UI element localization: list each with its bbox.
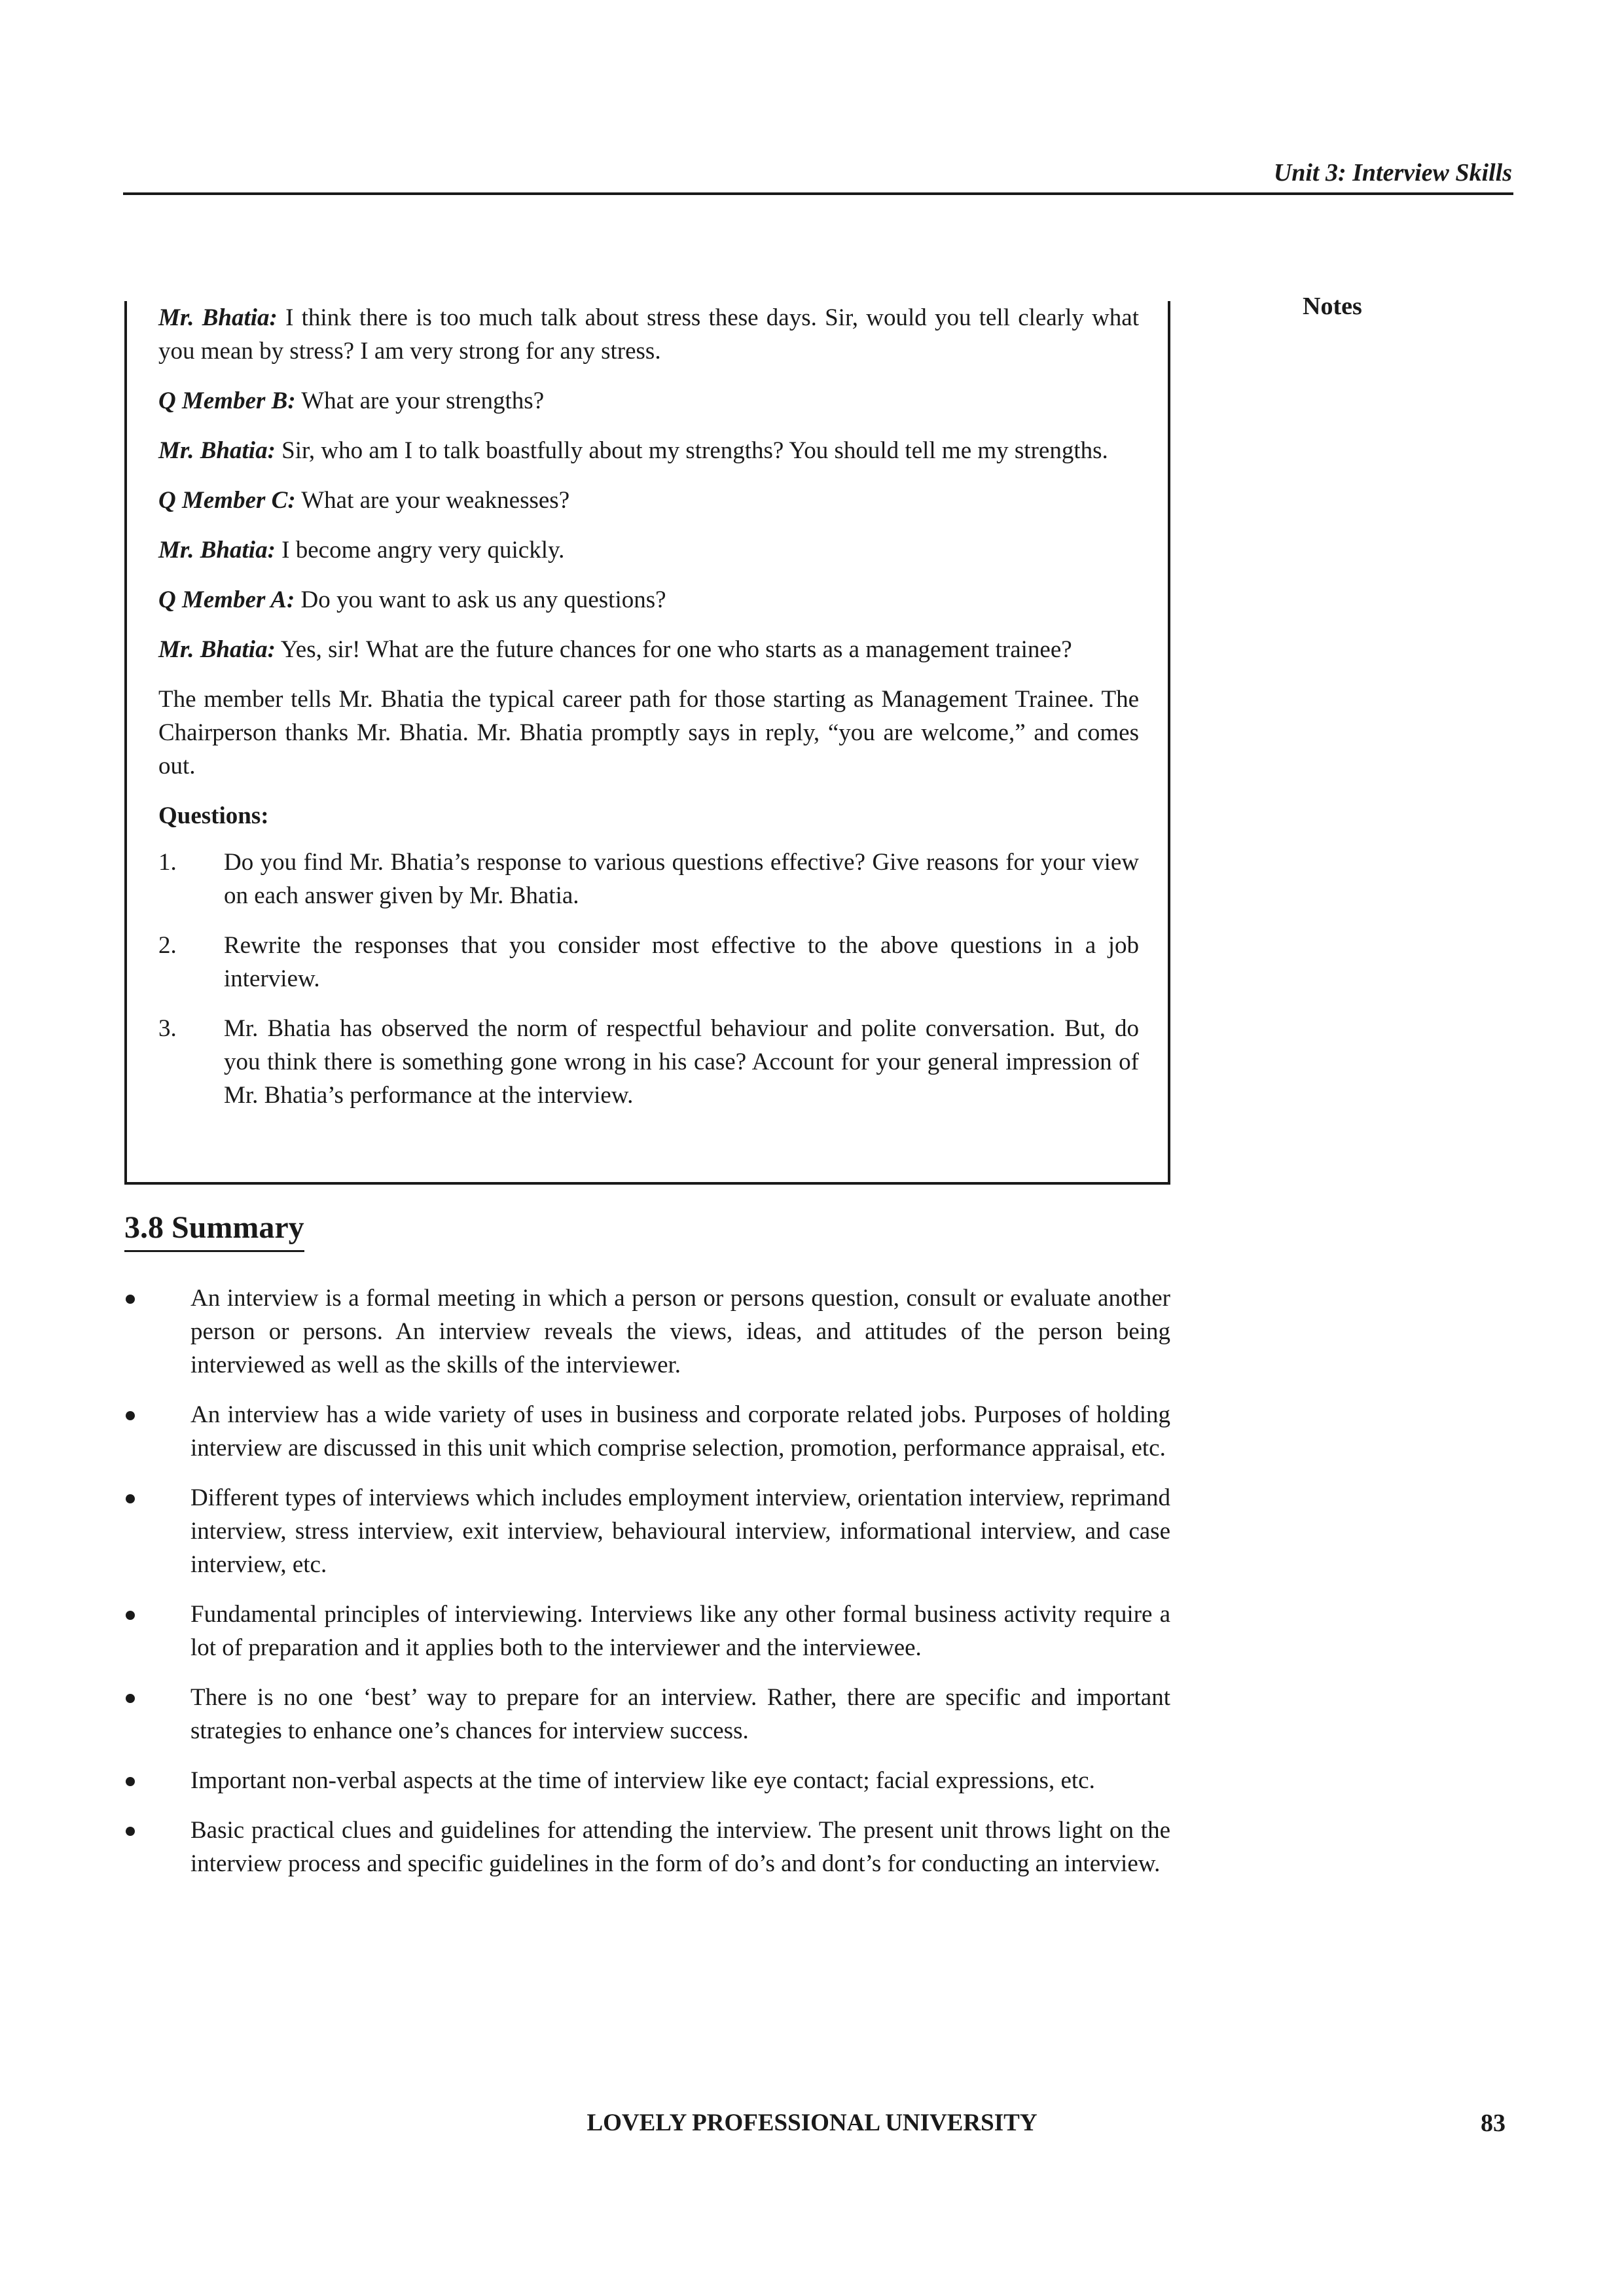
- dialogue-text: What are your weaknesses?: [295, 487, 570, 514]
- question-text: Rewrite the responses that you consider most effective to the above questions in a job interview.: [224, 932, 1139, 992]
- bullet-icon: [126, 1295, 135, 1304]
- summary-item: [124, 1814, 1170, 1880]
- summary-text: Different types of interviews which includes employment interview, orientation interview, reprimand interview, stress interview, exit interview, behavioural interview, informational interview, and case interview, etc.: [190, 1484, 1170, 1578]
- dialogue-text: Do you want to ask us any questions?: [295, 586, 666, 613]
- dialogue-line: [158, 301, 1139, 368]
- question-number: 2.: [158, 932, 177, 959]
- page-number: 83: [1481, 2109, 1506, 2137]
- summary-item: [124, 1681, 1170, 1748]
- summary-text: Fundamental principles of interviewing. Interviews like any other formal business activity require a lot of preparation and it applies both to the interviewer and the interviewee.: [190, 1601, 1170, 1661]
- speaker-label: Mr. Bhatia:: [158, 304, 278, 331]
- summary-item: [124, 1764, 1170, 1797]
- speaker-label: Q Member A:: [158, 586, 295, 613]
- question-item: [158, 929, 1139, 996]
- bullet-icon: [126, 1827, 135, 1836]
- speaker-label: Q Member B:: [158, 387, 296, 414]
- dialogue-line: [158, 583, 1139, 617]
- header-rule: [123, 192, 1513, 195]
- dialogue-line: [158, 484, 1139, 517]
- question-number: 3.: [158, 1015, 177, 1042]
- dialogue-line: [158, 384, 1139, 418]
- closing-paragraph: The member tells Mr. Bhatia the typical career path for those starting as Management Trainee. The Chairperson thanks Mr. Bhatia. Mr. Bhatia promptly says in reply, “you are welcome,” and comes out.: [158, 686, 1139, 780]
- footer-university: LOVELY PROFESSIONAL UNIVERSITY: [586, 2109, 1038, 2136]
- summary-item: [124, 1282, 1170, 1382]
- bullet-icon: [126, 1411, 135, 1420]
- speaker-label: Mr. Bhatia:: [158, 636, 276, 663]
- summary-list: [124, 1282, 1170, 1897]
- running-head: Unit 3: Interview Skills: [1273, 159, 1512, 187]
- questions-list: [158, 846, 1139, 1112]
- dialogue-text: I think there is too much talk about stress these days. Sir, would you tell clearly what you mean by stress? I am very strong for any stress.: [158, 304, 1139, 365]
- question-text: Do you find Mr. Bhatia’s response to various questions effective? Give reasons for your view on each answer given by Mr. Bhatia.: [224, 849, 1139, 909]
- bullet-icon: [126, 1611, 135, 1620]
- summary-text: Basic practical clues and guidelines for attending the interview. The present unit throws light on the interview process and specific guidelines in the form of do’s and dont’s for conducting an interview.: [190, 1817, 1170, 1877]
- summary-text: There is no one ‘best’ way to prepare for an interview. Rather, there are specific and important strategies to enhance one’s chances for interview success.: [190, 1684, 1170, 1744]
- notes-label: Notes: [1303, 293, 1362, 320]
- speaker-label: Q Member C:: [158, 487, 296, 514]
- questions-heading: Questions:: [158, 802, 269, 829]
- question-item: [158, 846, 1139, 912]
- dialogue-text: I become angry very quickly.: [275, 537, 565, 564]
- dialogue-text: Sir, who am I to talk boastfully about my strengths? You should tell me my strengths.: [275, 437, 1108, 464]
- bullet-icon: [126, 1694, 135, 1703]
- speaker-label: Mr. Bhatia:: [158, 437, 276, 464]
- dialogue-line: [158, 633, 1139, 666]
- summary-item: [124, 1398, 1170, 1465]
- speaker-label: Mr. Bhatia:: [158, 537, 276, 564]
- question-text: Mr. Bhatia has observed the norm of respectful behaviour and polite conversation. But, do you think there is something gone wrong in his case? Account for your general impression of Mr. Bhatia’s performance at the interview.: [224, 1015, 1139, 1109]
- section-title: 3.8 Summary: [124, 1208, 304, 1252]
- dialogue-line: [158, 434, 1139, 467]
- dialogue-text: Yes, sir! What are the future chances for one who starts as a management trainee?: [275, 636, 1072, 663]
- question-number: 1.: [158, 849, 177, 876]
- summary-item: [124, 1598, 1170, 1664]
- dialogue-line: [158, 533, 1139, 567]
- dialogue-text: What are your strengths?: [295, 387, 545, 414]
- summary-text: Important non-verbal aspects at the time of interview like eye contact; facial expressions, etc.: [190, 1767, 1095, 1794]
- summary-text: An interview is a formal meeting in which a person or persons question, consult or evaluate another person or persons. An interview reveals the views, ideas, and attitudes of the person being interviewed as well as the skills of the interviewer.: [190, 1285, 1170, 1378]
- case-study-content: [158, 301, 1139, 1128]
- bullet-icon: [126, 1494, 135, 1503]
- summary-text: An interview has a wide variety of uses in business and corporate related jobs. Purposes of holding interview are discussed in this unit which comprise selection, promotion, performance appraisal, etc.: [190, 1401, 1170, 1462]
- case-study-box: [124, 301, 1170, 1185]
- summary-item: [124, 1481, 1170, 1581]
- bullet-icon: [126, 1777, 135, 1786]
- question-item: [158, 1012, 1139, 1112]
